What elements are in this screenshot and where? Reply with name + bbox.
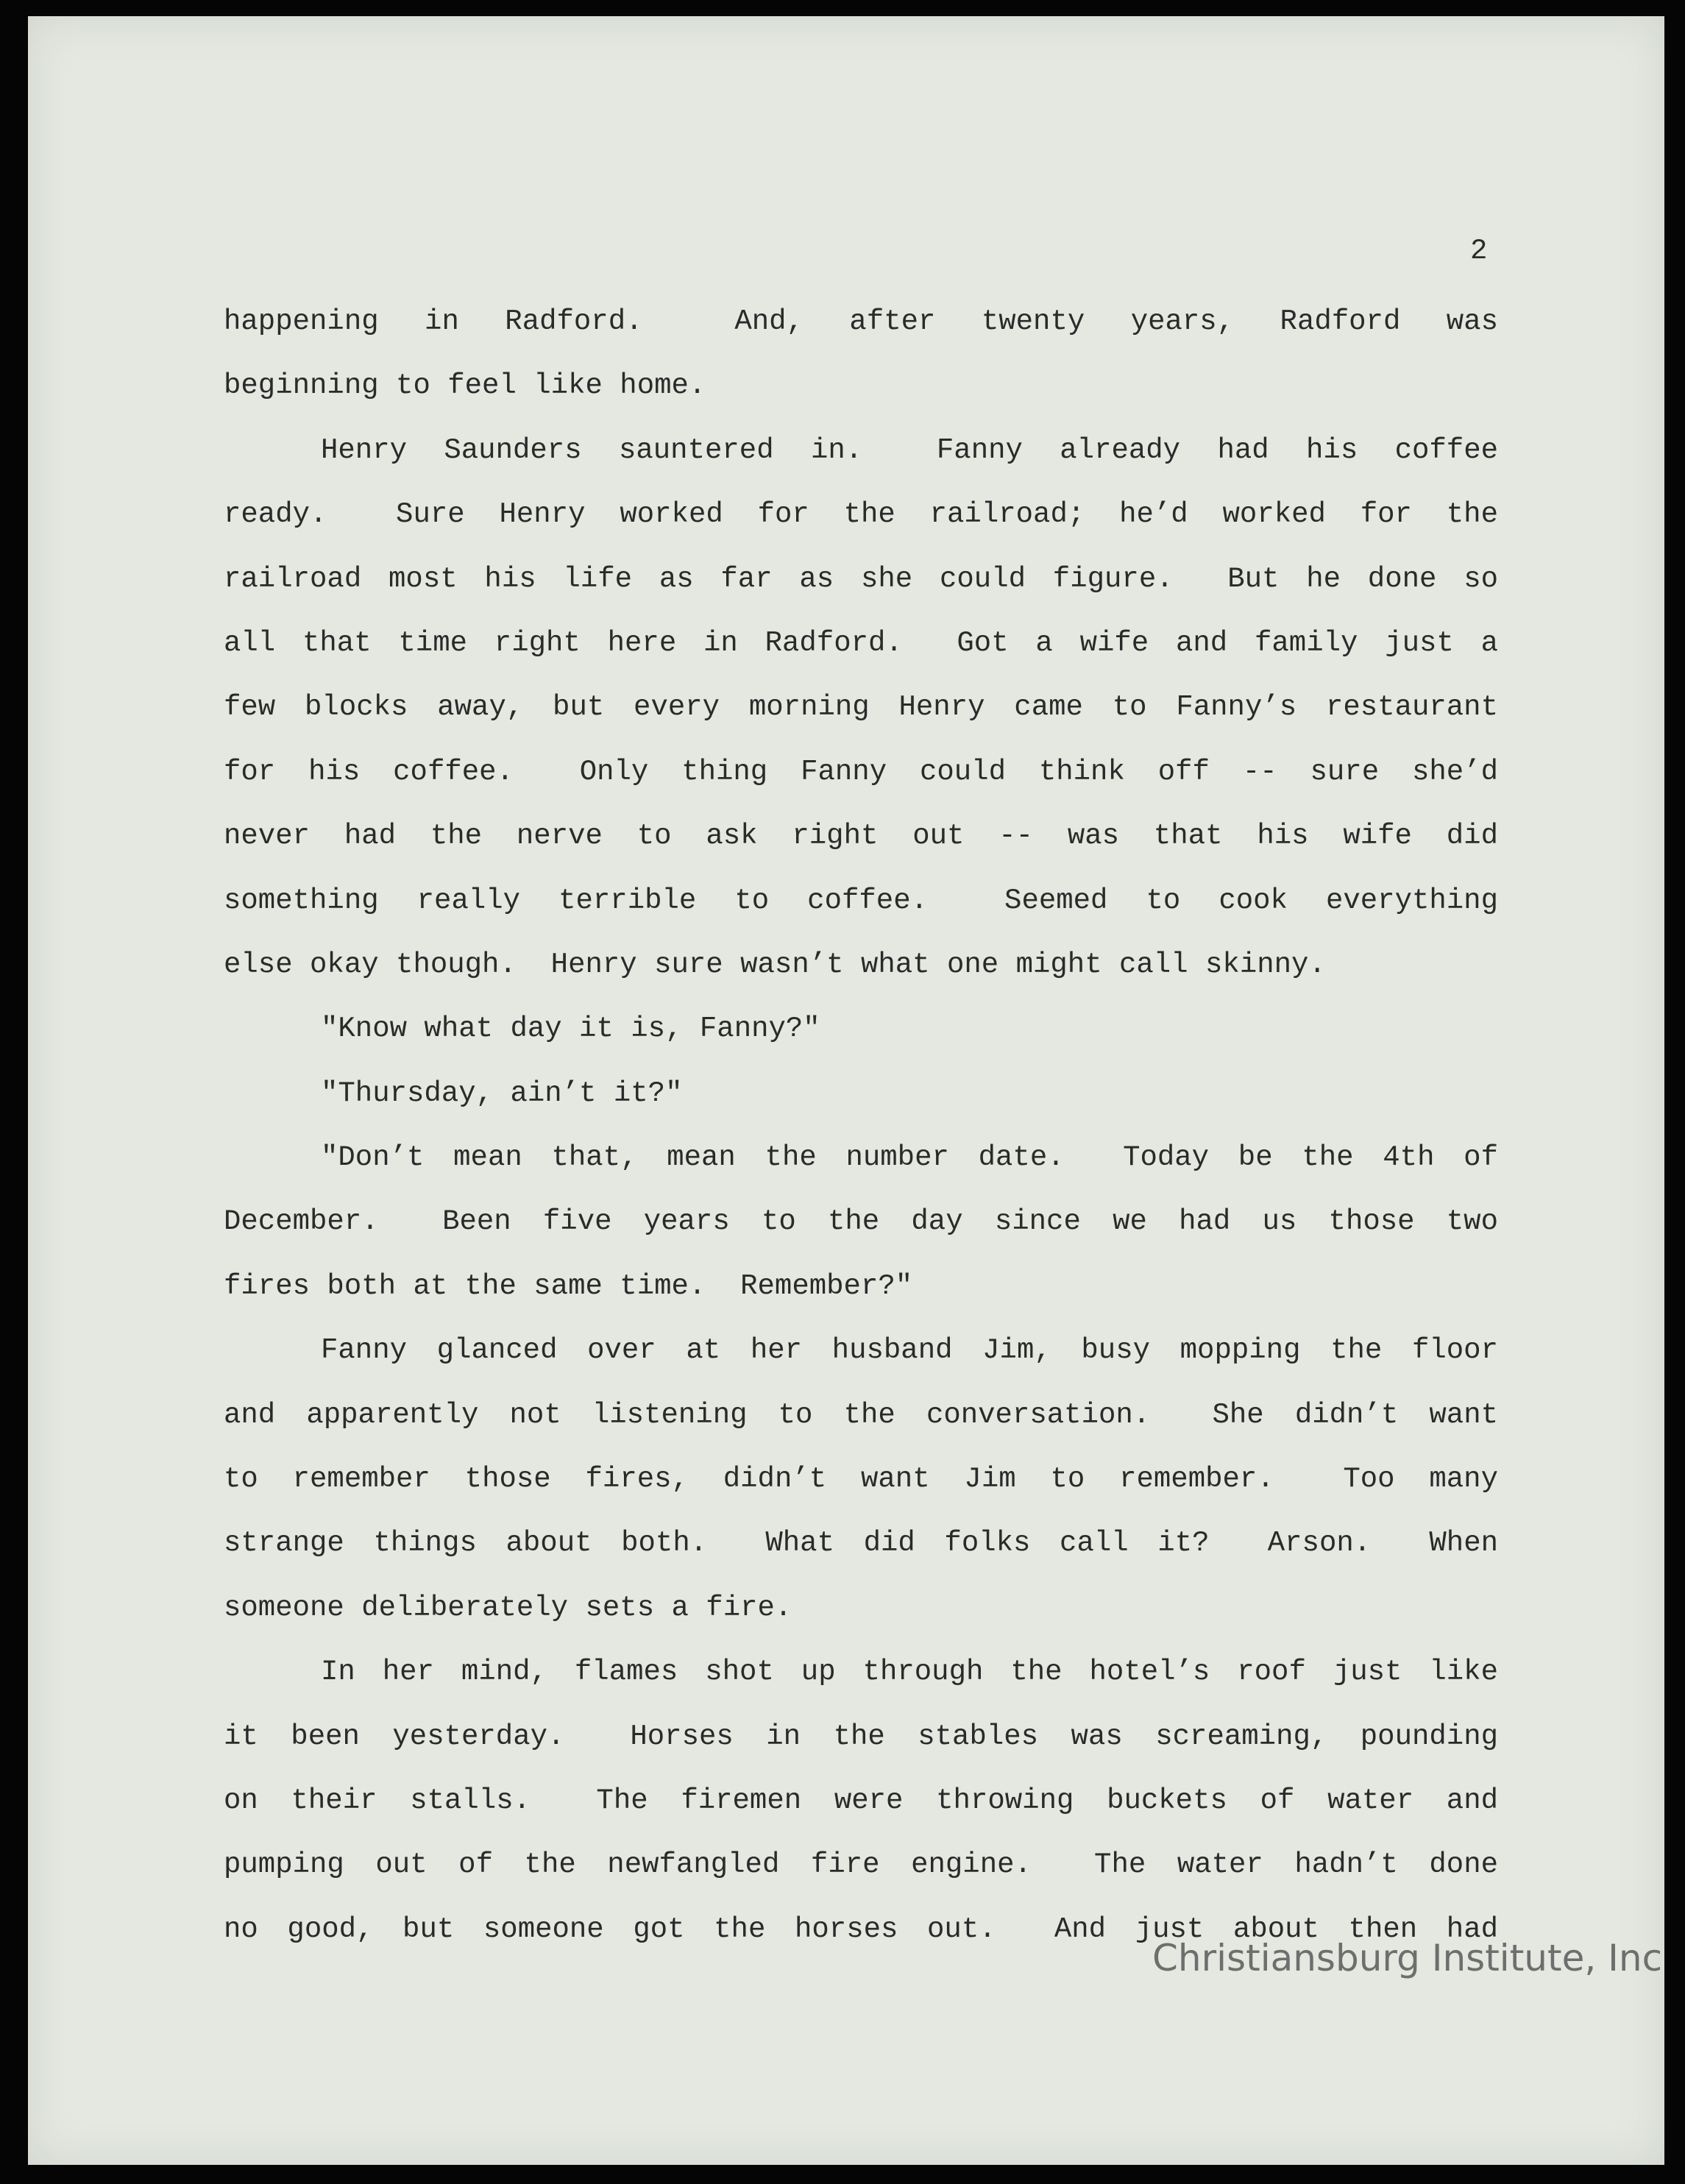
- page-number: 2: [1470, 235, 1488, 267]
- watermark: Christiansburg Institute, Inc: [1152, 1937, 1663, 1979]
- text-line: railroad most his life as far as she could figure. But he done so: [224, 562, 1498, 595]
- text-line: pumping out of the newfangled fire engine. The water hadn’t done: [224, 1848, 1498, 1882]
- text-line: December. Been five years to the day since we had us those two: [224, 1205, 1498, 1238]
- text-line: strange things about both. What did folks call it? Arson. When: [224, 1527, 1498, 1560]
- text-line: it been yesterday. Horses in the stables was screaming, pounding: [224, 1720, 1498, 1753]
- text-line: "Thursday, ain’t it?": [321, 1077, 683, 1110]
- text-line: In her mind, flames shot up through the hotel’s roof just like: [321, 1656, 1498, 1689]
- text-line: happening in Radford. And, after twenty years, Radford was: [224, 305, 1498, 338]
- text-line: on their stalls. The firemen were throwing buckets of water and: [224, 1784, 1498, 1817]
- text-line: few blocks away, but every morning Henry came to Fanny’s restaurant: [224, 691, 1498, 724]
- text-line: for his coffee. Only thing Fanny could think off -- sure she’d: [224, 755, 1498, 788]
- text-line: never had the nerve to ask right out -- was that his wife did: [224, 820, 1498, 853]
- text-line: someone deliberately sets a fire.: [224, 1591, 792, 1624]
- text-line: fires both at the same time. Remember?": [224, 1269, 913, 1302]
- text-line: beginning to feel like home.: [224, 369, 706, 403]
- text-line: no good, but someone got the horses out. And just about then had: [224, 1912, 1498, 1946]
- text-line: and apparently not listening to the conversation. She didn’t want: [224, 1398, 1498, 1431]
- text-line: something really terrible to coffee. Seemed to cook everything: [224, 884, 1498, 917]
- text-line: all that time right here in Radford. Got a wife and family just a: [224, 626, 1498, 659]
- body-text: [224, 290, 1498, 1962]
- text-line: "Know what day it is, Fanny?": [321, 1013, 820, 1046]
- document-page: [28, 16, 1664, 2165]
- text-line: ready. Sure Henry worked for the railroad; he’d worked for the: [224, 498, 1498, 531]
- text-line: Fanny glanced over at her husband Jim, busy mopping the floor: [321, 1334, 1498, 1367]
- text-line: else okay though. Henry sure wasn’t what one might call skinny.: [224, 948, 1326, 981]
- text-line: to remember those fires, didn’t want Jim to remember. Too many: [224, 1463, 1498, 1496]
- text-line: "Don’t mean that, mean the number date. Today be the 4th of: [321, 1141, 1498, 1174]
- text-line: Henry Saunders sauntered in. Fanny already had his coffee: [321, 433, 1498, 467]
